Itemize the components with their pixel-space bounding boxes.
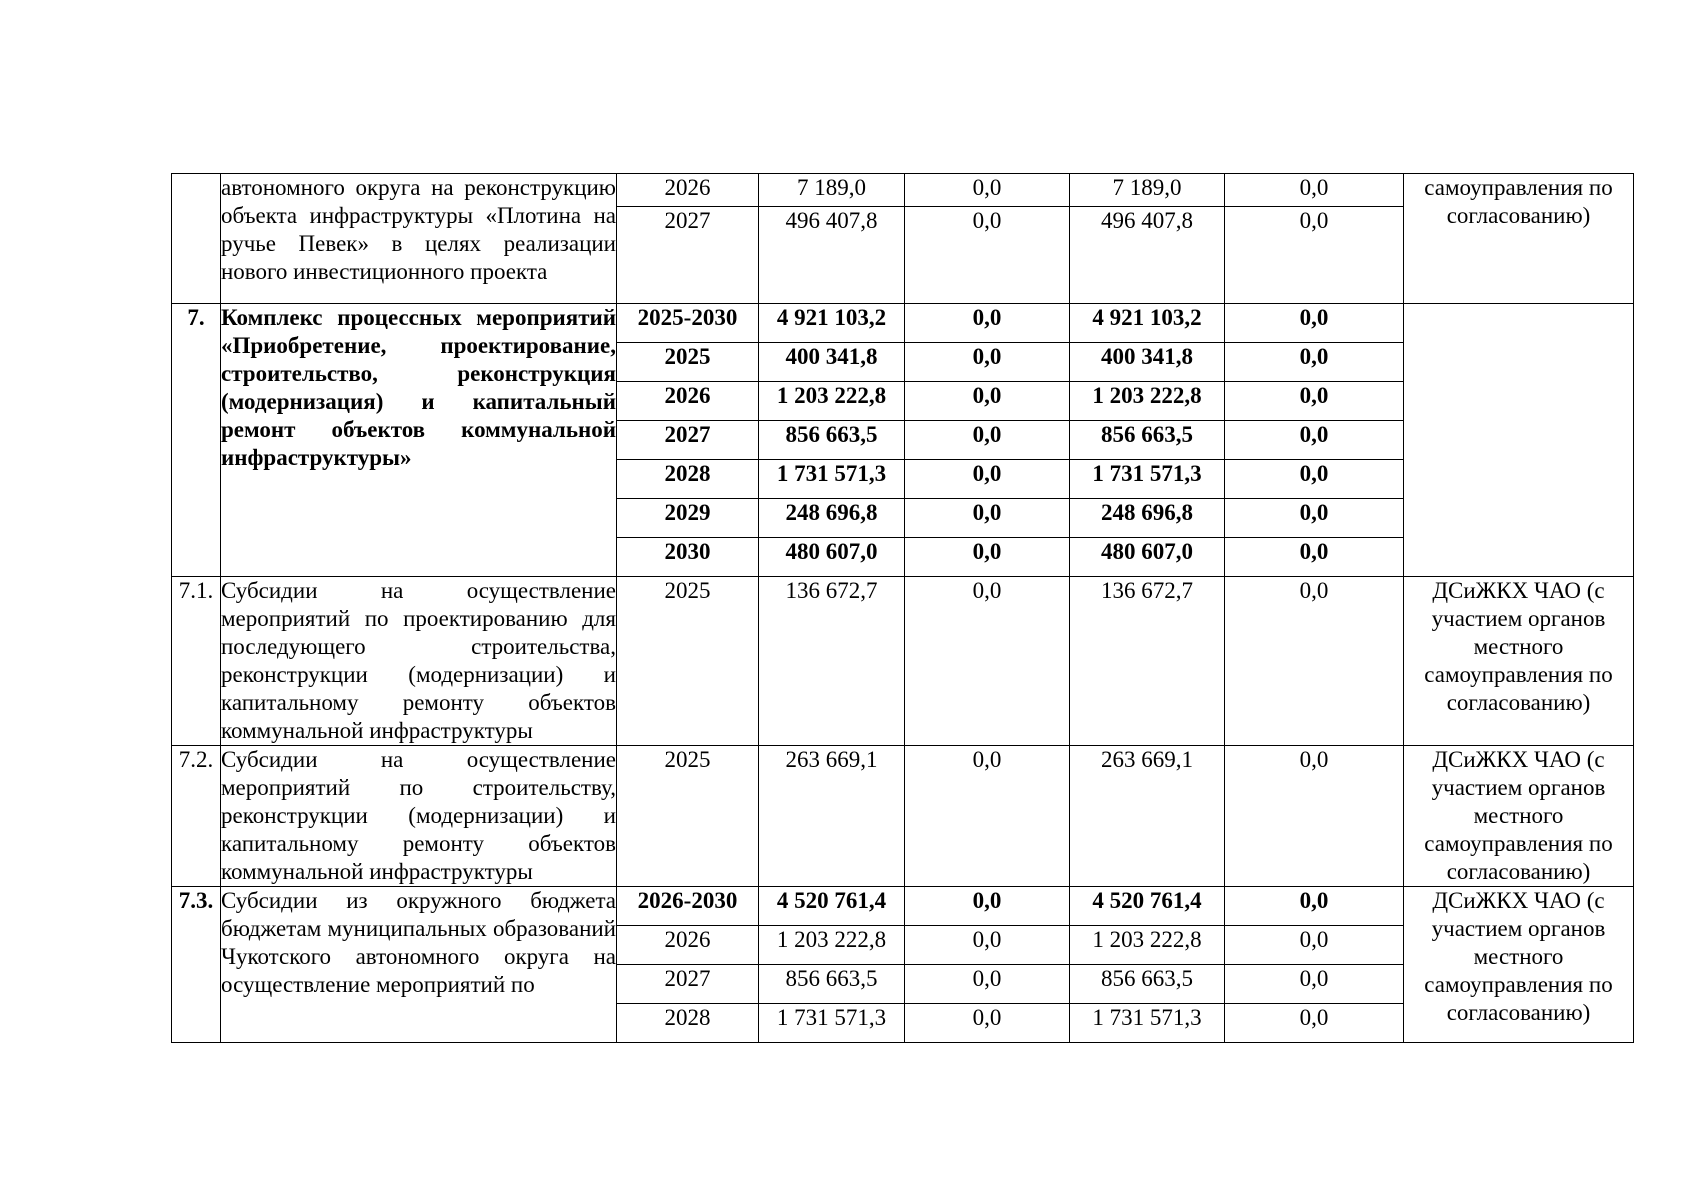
regional-budget-cell: 400 341,8 xyxy=(1070,343,1225,382)
period-cell: 2027 xyxy=(617,207,759,304)
municipal-budget-cell: 0,0 xyxy=(1225,304,1404,343)
period-cell: 2030 xyxy=(617,538,759,577)
program-table xyxy=(171,173,1634,1043)
regional-budget-cell: 7 189,0 xyxy=(1070,174,1225,207)
municipal-budget-cell: 0,0 xyxy=(1225,538,1404,577)
regional-budget-cell: 4 921 103,2 xyxy=(1070,304,1225,343)
table-row xyxy=(172,577,1634,746)
regional-budget-cell: 4 520 761,4 xyxy=(1070,887,1225,926)
regional-budget-cell: 1 203 222,8 xyxy=(1070,382,1225,421)
municipal-budget-cell: 0,0 xyxy=(1225,499,1404,538)
total-amount-cell: 856 663,5 xyxy=(759,421,905,460)
regional-budget-cell: 136 672,7 xyxy=(1070,577,1225,746)
federal-budget-cell: 0,0 xyxy=(905,965,1070,1004)
responsible-executor: ДСиЖКХ ЧАО (с участием органов местного самоуправления по согласованию) xyxy=(1404,887,1634,1043)
federal-budget-cell: 0,0 xyxy=(905,577,1070,746)
row-number xyxy=(172,174,221,304)
total-amount-cell: 4 921 103,2 xyxy=(759,304,905,343)
federal-budget-cell: 0,0 xyxy=(905,382,1070,421)
federal-budget-cell: 0,0 xyxy=(905,343,1070,382)
regional-budget-cell: 856 663,5 xyxy=(1070,965,1225,1004)
period-cell: 2027 xyxy=(617,965,759,1004)
total-amount-cell: 496 407,8 xyxy=(759,207,905,304)
period-cell: 2025-2030 xyxy=(617,304,759,343)
period-cell: 2026 xyxy=(617,926,759,965)
federal-budget-cell: 0,0 xyxy=(905,460,1070,499)
municipal-budget-cell: 0,0 xyxy=(1225,343,1404,382)
municipal-budget-cell: 0,0 xyxy=(1225,421,1404,460)
municipal-budget-cell: 0,0 xyxy=(1225,577,1404,746)
federal-budget-cell: 0,0 xyxy=(905,926,1070,965)
period-cell: 2025 xyxy=(617,343,759,382)
federal-budget-cell: 0,0 xyxy=(905,887,1070,926)
row-number: 7.2. xyxy=(172,746,221,887)
total-amount-cell: 1 731 571,3 xyxy=(759,1004,905,1043)
municipal-budget-cell: 0,0 xyxy=(1225,746,1404,887)
federal-budget-cell: 0,0 xyxy=(905,207,1070,304)
total-amount-cell: 136 672,7 xyxy=(759,577,905,746)
measure-description: Субсидии из окружного бюджета бюджетам муниципальных образований Чукотского автономного округа на осуществление мероприятий по xyxy=(221,887,617,1043)
regional-budget-cell: 1 731 571,3 xyxy=(1070,1004,1225,1043)
row-number: 7. xyxy=(172,304,221,577)
federal-budget-cell: 0,0 xyxy=(905,499,1070,538)
period-cell: 2027 xyxy=(617,421,759,460)
federal-budget-cell: 0,0 xyxy=(905,746,1070,887)
federal-budget-cell: 0,0 xyxy=(905,174,1070,207)
period-cell: 2028 xyxy=(617,460,759,499)
row-number: 7.3. xyxy=(172,887,221,1043)
period-cell: 2026-2030 xyxy=(617,887,759,926)
table-row xyxy=(172,174,1634,207)
total-amount-cell: 248 696,8 xyxy=(759,499,905,538)
responsible-executor: самоуправления по согласованию) xyxy=(1404,174,1634,304)
federal-budget-cell: 0,0 xyxy=(905,538,1070,577)
table-row xyxy=(172,887,1634,926)
regional-budget-cell: 263 669,1 xyxy=(1070,746,1225,887)
municipal-budget-cell: 0,0 xyxy=(1225,965,1404,1004)
municipal-budget-cell: 0,0 xyxy=(1225,887,1404,926)
municipal-budget-cell: 0,0 xyxy=(1225,174,1404,207)
total-amount-cell: 480 607,0 xyxy=(759,538,905,577)
federal-budget-cell: 0,0 xyxy=(905,1004,1070,1043)
regional-budget-cell: 1 203 222,8 xyxy=(1070,926,1225,965)
regional-budget-cell: 1 731 571,3 xyxy=(1070,460,1225,499)
table-row xyxy=(172,746,1634,887)
total-amount-cell: 1 203 222,8 xyxy=(759,382,905,421)
municipal-budget-cell: 0,0 xyxy=(1225,460,1404,499)
regional-budget-cell: 248 696,8 xyxy=(1070,499,1225,538)
municipal-budget-cell: 0,0 xyxy=(1225,207,1404,304)
responsible-executor: ДСиЖКХ ЧАО (с участием органов местного самоуправления по согласованию) xyxy=(1404,577,1634,746)
total-amount-cell: 4 520 761,4 xyxy=(759,887,905,926)
period-cell: 2026 xyxy=(617,382,759,421)
measure-description: Субсидии на осуществление мероприятий по строительству, реконструкции (модернизации) и капитальному ремонту объектов коммунальной инфраструктуры xyxy=(221,746,617,887)
total-amount-cell: 400 341,8 xyxy=(759,343,905,382)
federal-budget-cell: 0,0 xyxy=(905,304,1070,343)
row-number: 7.1. xyxy=(172,577,221,746)
total-amount-cell: 856 663,5 xyxy=(759,965,905,1004)
municipal-budget-cell: 0,0 xyxy=(1225,1004,1404,1043)
municipal-budget-cell: 0,0 xyxy=(1225,926,1404,965)
measure-description: Субсидии на осуществление мероприятий по проектированию для последующего строительства, реконструкции (модернизации) и капитальному ремонту объектов коммунальной инфраструктуры xyxy=(221,577,617,746)
period-cell: 2028 xyxy=(617,1004,759,1043)
period-cell: 2029 xyxy=(617,499,759,538)
measure-description: автономного округа на реконструкцию объекта инфраструктуры «Плотина на ручье Певек» в целях реализации нового инвестиционного проекта xyxy=(221,174,617,304)
regional-budget-cell: 856 663,5 xyxy=(1070,421,1225,460)
period-cell: 2026 xyxy=(617,174,759,207)
responsible-executor: ДСиЖКХ ЧАО (с участием органов местного самоуправления по согласованию) xyxy=(1404,746,1634,887)
period-cell: 2025 xyxy=(617,746,759,887)
total-amount-cell: 1 731 571,3 xyxy=(759,460,905,499)
federal-budget-cell: 0,0 xyxy=(905,421,1070,460)
table-row xyxy=(172,304,1634,343)
measure-description: Комплекс процессных мероприятий «Приобретение, проектирование, строительство, реконструкция (модернизация) и капитальный ремонт объектов коммунальной инфраструктуры» xyxy=(221,304,617,577)
regional-budget-cell: 496 407,8 xyxy=(1070,207,1225,304)
total-amount-cell: 263 669,1 xyxy=(759,746,905,887)
total-amount-cell: 7 189,0 xyxy=(759,174,905,207)
regional-budget-cell: 480 607,0 xyxy=(1070,538,1225,577)
table-body xyxy=(172,174,1634,1043)
total-amount-cell: 1 203 222,8 xyxy=(759,926,905,965)
municipal-budget-cell: 0,0 xyxy=(1225,382,1404,421)
period-cell: 2025 xyxy=(617,577,759,746)
responsible-executor xyxy=(1404,304,1634,577)
